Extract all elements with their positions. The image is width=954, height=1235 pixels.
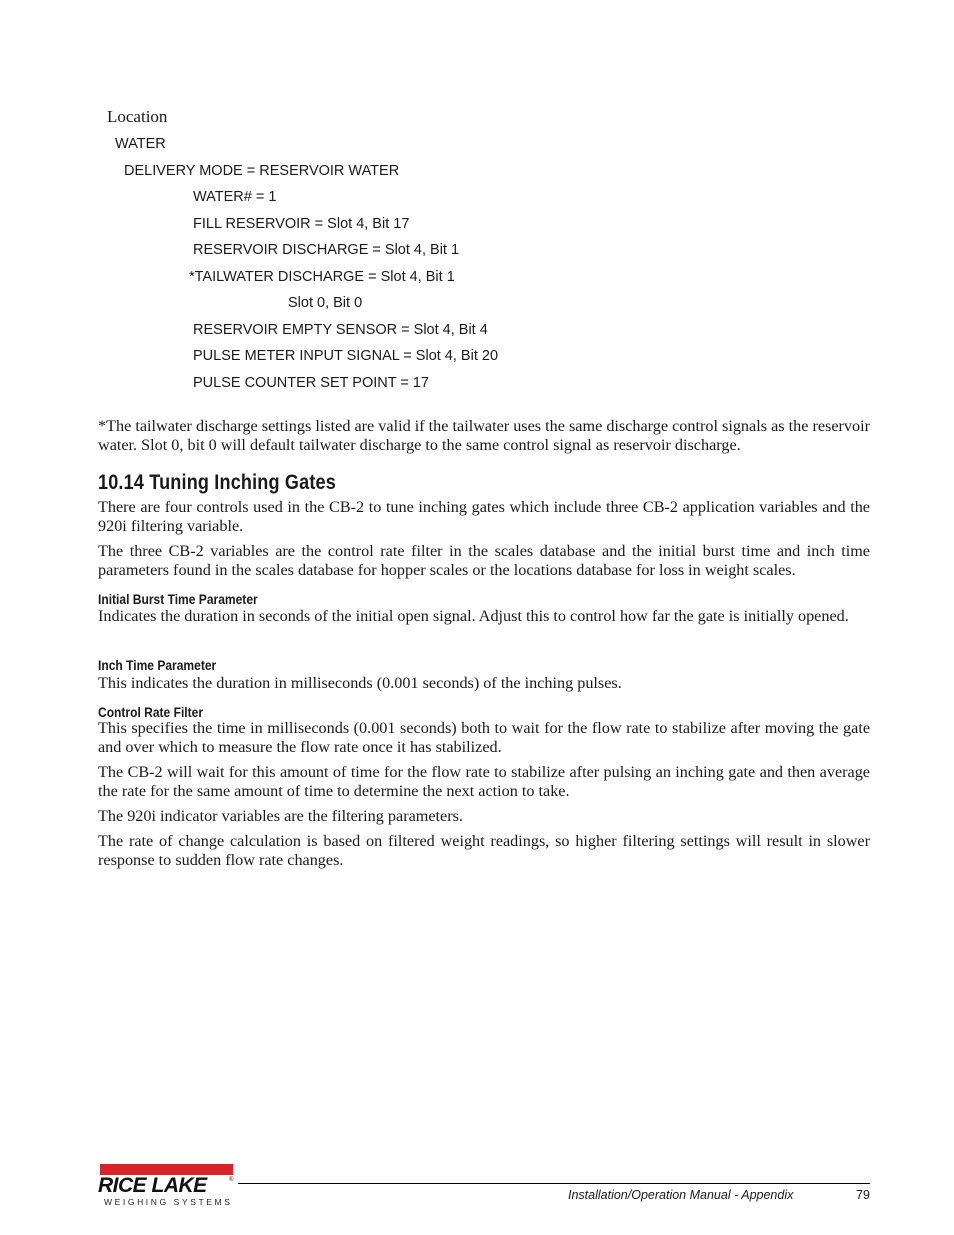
config-delivery-mode: DELIVERY MODE = RESERVOIR WATER [124,163,400,179]
control-rate-text-1: This specifies the time in milliseconds (0.001 seconds) both to wait for the flow rate to stabilize after moving the gate and over which to measure the flow rate once it has stabilized. [98,719,870,756]
config-water: WATER [115,136,166,152]
initial-burst-heading: Initial Burst Time Parameter [98,591,258,607]
initial-burst-text: Indicates the duration in seconds of the initial open signal. Adjust this to control how far the gate is initially opened. [98,607,849,625]
config-reservoir-discharge: RESERVOIR DISCHARGE = Slot 4, Bit 1 [193,242,460,258]
config-location: Location [107,107,168,126]
intro-paragraph-2: The three CB-2 variables are the control rate filter in the scales database and the initial burst time and inch time parameters found in the scales database for hopper scales or the locations database for loss in weight scales. [98,542,870,579]
logo-subtitle: WEIGHING SYSTEMS [104,1197,233,1207]
tailwater-note: *The tailwater discharge settings listed are valid if the tailwater uses the same discharge control signals as the reservoir water. Slot 0, bit 0 will default tailwater discharge to the same control signal as reservoir discharge. [98,417,870,454]
control-rate-text-4: The rate of change calculation is based on filtered weight readings, so higher filtering settings will result in slower response to sudden flow rate changes. [98,832,870,869]
rice-lake-logo [98,1164,233,1208]
logo-main-text: RICE LAKE [98,1174,207,1197]
control-rate-text-2: The CB-2 will wait for this amount of time for the flow rate to stabilize after pulsing an inching gate and then average the rate for the same amount of time to determine the next action to take. [98,763,870,800]
config-pulse-counter: PULSE COUNTER SET POINT = 17 [193,375,429,391]
inch-time-heading: Inch Time Parameter [98,657,217,673]
section-title: 10.14 Tuning Inching Gates [98,471,336,494]
config-slot0: Slot 0, Bit 0 [288,295,363,311]
footer-manual-title: Installation/Operation Manual - Appendix [568,1188,794,1202]
page-number: 79 [856,1188,870,1202]
config-fill-reservoir: FILL RESERVOIR = Slot 4, Bit 17 [193,216,410,232]
intro-paragraph-1: There are four controls used in the CB-2 to tune inching gates which include three CB-2 application variables and the 920i filtering variable. [98,498,870,535]
config-reservoir-empty-sensor: RESERVOIR EMPTY SENSOR = Slot 4, Bit 4 [193,322,488,338]
footer-rule [238,1183,870,1184]
config-pulse-meter: PULSE METER INPUT SIGNAL = Slot 4, Bit 20 [193,348,499,364]
inch-time-text: This indicates the duration in milliseconds (0.001 seconds) of the inching pulses. [98,674,622,692]
config-tailwater-discharge: *TAILWATER DISCHARGE = Slot 4, Bit 1 [189,269,455,285]
control-rate-text-3: The 920i indicator variables are the filtering parameters. [98,807,463,825]
control-rate-heading: Control Rate Filter [98,704,204,720]
config-water-number: WATER# = 1 [193,189,277,205]
logo-trademark: ® [229,1177,234,1183]
